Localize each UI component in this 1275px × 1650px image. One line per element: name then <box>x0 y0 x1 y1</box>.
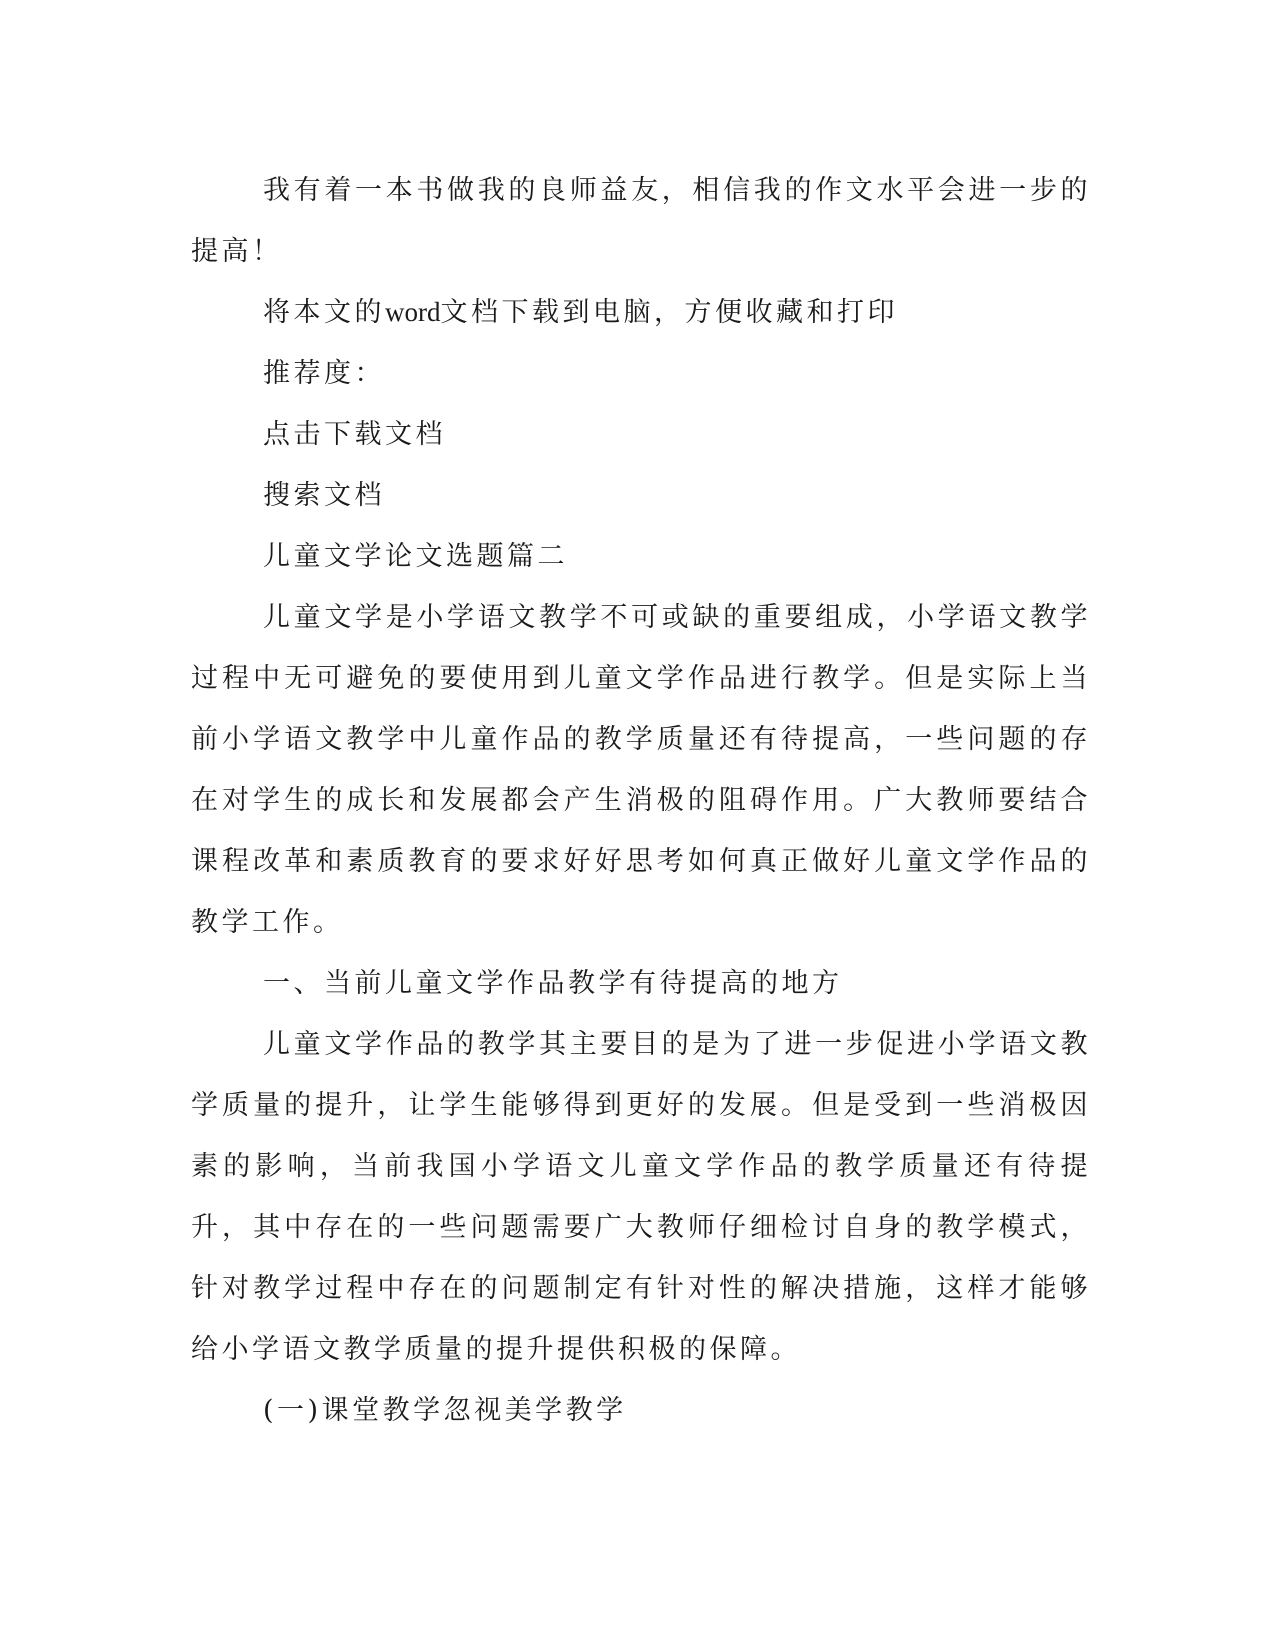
document-body <box>191 160 1091 1441</box>
download-note-prefix: 将本文的 <box>263 297 385 328</box>
section-heading-1: 一、当前儿童文学作品教学有待提高的地方 <box>263 968 843 999</box>
download-document-link[interactable]: 点击下载文档 <box>263 419 446 450</box>
search-document-link[interactable]: 搜索文档 <box>263 480 385 511</box>
download-note-word: word <box>385 297 441 327</box>
recommend-label: 推荐度： <box>263 358 385 389</box>
paragraph-closing-sentence: 我有着一本书做我的良师益友，相信我的作文水平会进一步的提高！ <box>191 175 1091 267</box>
subsection-heading-1: (一)课堂教学忽视美学教学 <box>263 1395 627 1426</box>
paragraph-body: 儿童文学作品的教学其主要目的是为了进一步促进小学语文教学质量的提升，让学生能够得到更好的发展。但是受到一些消极因素的影响，当前我国小学语文儿童文学作品的教学质量还有待提升，其中存在的一些问题需要广大教师仔细检讨自身的教学模式，针对教学过程中存在的问题制定有针对性的解决措施，这样才能够给小学语文教学质量的提升提供积极的保障。 <box>191 1029 1091 1365</box>
section-title: 儿童文学论文选题篇二 <box>263 541 568 572</box>
paragraph-intro: 儿童文学是小学语文教学不可或缺的重要组成，小学语文教学过程中无可避免的要使用到儿童文学作品进行教学。但是实际上当前小学语文教学中儿童作品的教学质量还有待提高，一些问题的存在对学生的成长和发展都会产生消极的阻碍作用。广大教师要结合课程改革和素质教育的要求好好思考如何真正做好儿童文学作品的教学工作。 <box>191 602 1091 938</box>
paragraph-download-note <box>191 282 1091 343</box>
download-note-suffix: 文档下载到电脑，方便收藏和打印 <box>440 297 898 328</box>
